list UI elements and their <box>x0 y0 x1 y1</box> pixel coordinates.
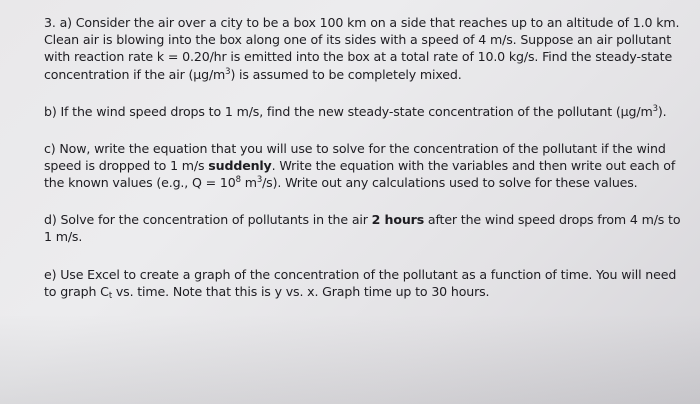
question-3c-line-2-text: speed is dropped to 1 m/s <box>44 158 209 174</box>
question-3a-line-2: Clean air is blowing into the box along one of its sides with a speed of 4 m/s. Suppose an air pollutant <box>44 32 672 48</box>
question-3e-line-2 <box>44 283 676 300</box>
question-3c-power-exponent: 8 <box>235 175 241 186</box>
question-3c-line-3-end: /s). Write out any calculations used to solve for these values. <box>262 175 638 191</box>
question-3c-unit-exponent: 3 <box>256 175 263 186</box>
question-3c-line-3 <box>44 174 676 191</box>
question-3b-text: b) If the wind speed drops to 1 m/s, find the new steady-state concentration of the pollutant (μg/m <box>44 103 653 119</box>
question-3a-line-3: with reaction rate k = 0.20/hr is emitted into the box at a total rate of 10.0 kg/s. Find the steady-state <box>44 49 673 65</box>
question-3a-line-4 <box>44 66 676 83</box>
question-3a <box>44 14 680 83</box>
question-3b-unit-exponent: 3 <box>652 103 658 114</box>
question-3e-line-2-text: to graph C <box>44 284 109 300</box>
question-3b-end: ). <box>657 103 667 119</box>
question-3d <box>44 211 681 245</box>
question-3a-line-4-end: ) is assumed to be completely mixed. <box>230 66 462 82</box>
question-3d-line-1-end: after the wind speed drops from 4 m/s to <box>424 211 681 227</box>
question-3d-line-2: 1 m/s. <box>44 228 83 244</box>
question-3e-line-1: e) Use Excel to create a graph of the concentration of the pollutant as a function of time. You will need <box>44 267 677 283</box>
question-3c-unit-m: m <box>240 175 257 191</box>
question-3a-line-1: 3. a) Consider the air over a city to be a box 100 km on a side that reaches up to an altitude of 1.0 km. <box>44 15 680 30</box>
question-3b-line-1 <box>44 103 676 120</box>
question-3c-line-2 <box>44 157 676 174</box>
question-3e-subscript: t <box>108 291 112 302</box>
question-3b <box>44 103 676 120</box>
question-3c <box>44 140 676 192</box>
question-3d-line-1 <box>44 211 681 228</box>
question-3c-line-1: c) Now, write the equation that you will use to solve for the concentration of the pollutant if the wind <box>44 141 666 157</box>
question-3d-emphasis: 2 hours <box>371 211 425 227</box>
question-3e-line-2-end: vs. time. Note that this is y vs. x. Graph time up to 30 hours. <box>112 284 490 300</box>
question-3e <box>44 266 676 300</box>
question-3a-line-4-text: concentration if the air (μg/m <box>44 66 226 82</box>
question-3c-line-2-end: . Write the equation with the variables and then write out each of <box>271 158 676 174</box>
question-3c-line-3-text: the known values (e.g., Q = 10 <box>44 175 236 191</box>
question-3a-unit-exponent: 3 <box>225 66 231 77</box>
question-3d-line-1-text: d) Solve for the concentration of pollutants in the air <box>44 211 372 227</box>
question-3c-emphasis: suddenly <box>208 158 272 174</box>
paper-shadow <box>0 314 700 404</box>
